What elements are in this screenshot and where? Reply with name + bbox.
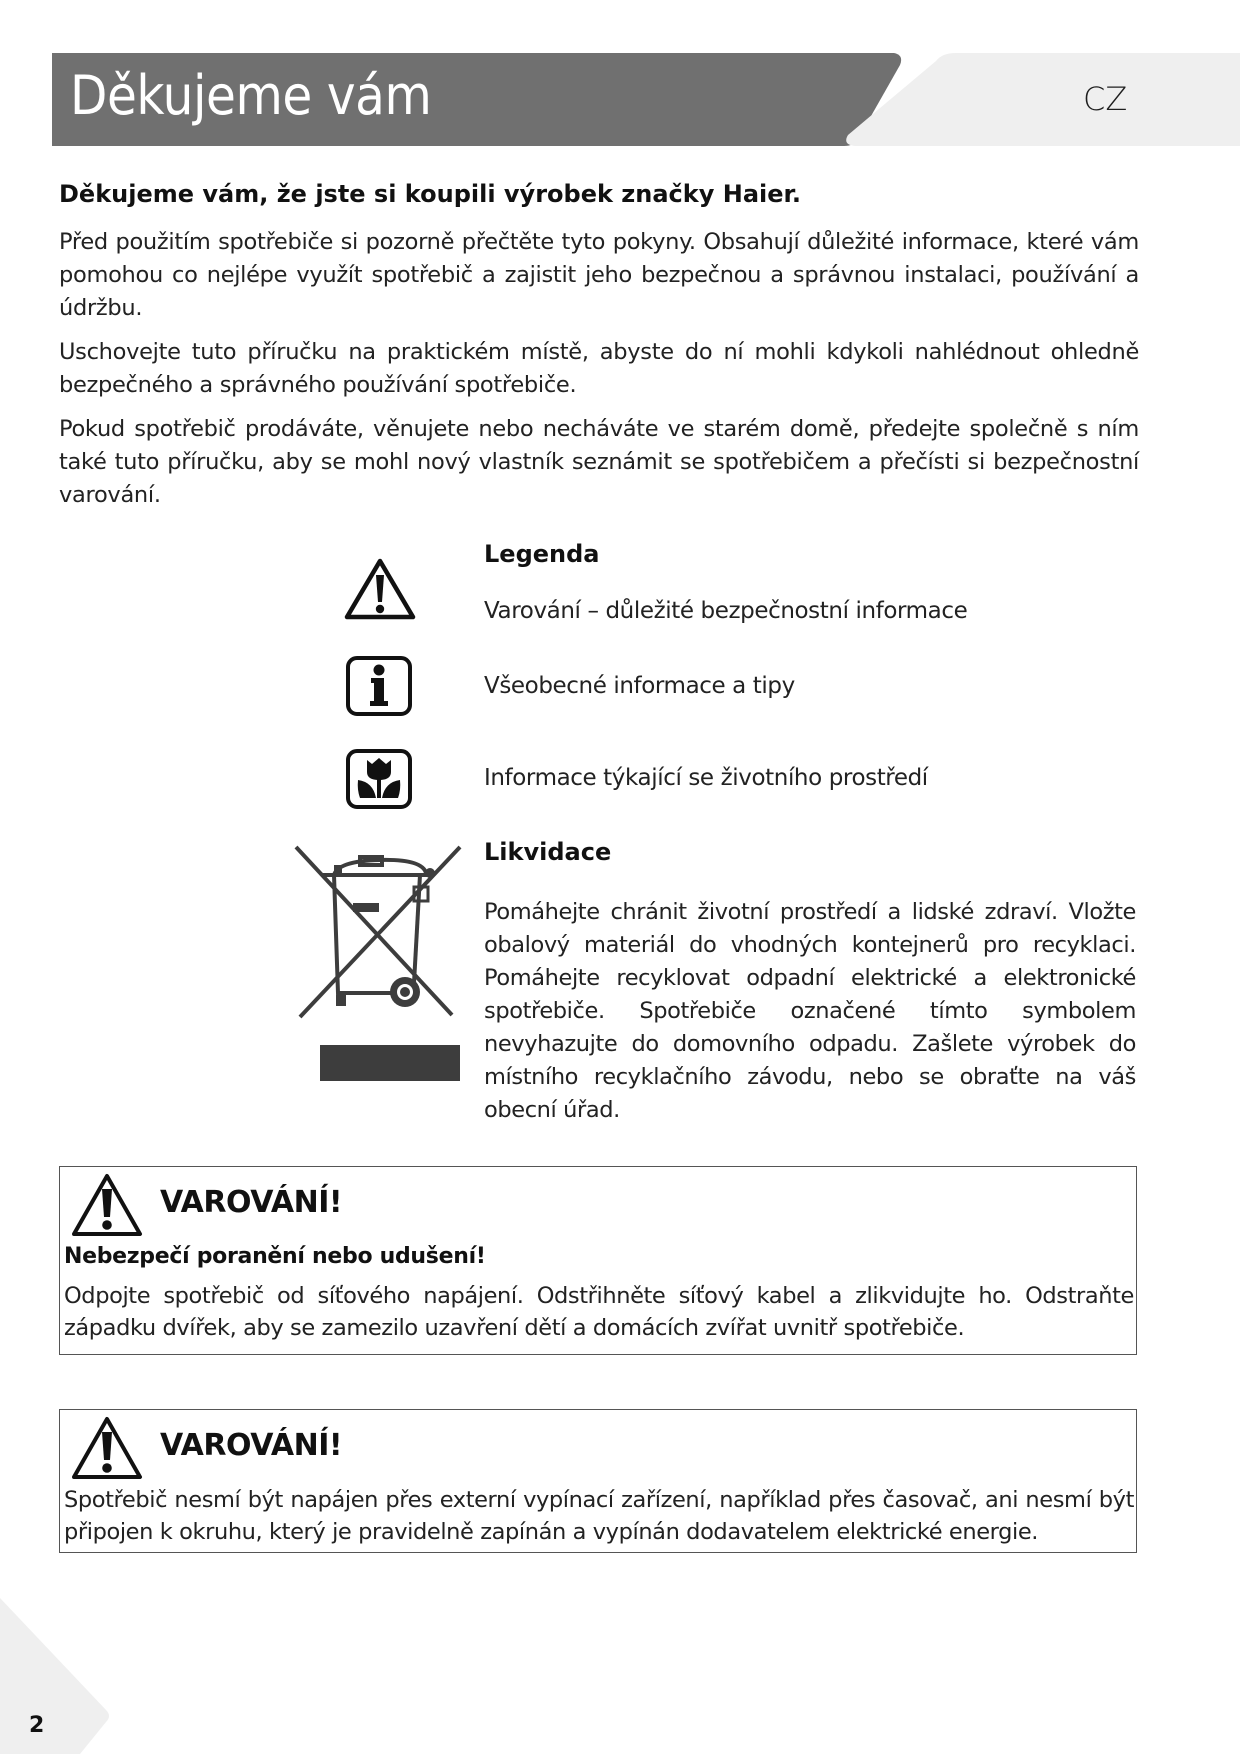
warning-box bbox=[59, 1166, 1137, 1355]
disposal-title: Likvidace bbox=[484, 838, 612, 866]
warning-triangle-icon bbox=[343, 556, 417, 627]
intro-paragraph: Uschovejte tuto příručku na praktickém místě, abyste do ní mohli kdykoli nahlédnout ohledně bezpečného a správného používání spotřebiče. bbox=[59, 339, 1139, 398]
legend-title: Legenda bbox=[484, 540, 600, 568]
intro-heading: Děkujeme vám, že jste si koupili výrobek značky Haier. bbox=[59, 180, 802, 208]
warning-subtitle: Nebezpečí poranění nebo udušení! bbox=[64, 1244, 486, 1269]
warning-title: VAROVÁNÍ! bbox=[160, 1185, 343, 1220]
environment-tulip-icon bbox=[345, 748, 413, 815]
warning-body: Odpojte spotřebič od síťového napájení. Odstřihněte síťový kabel a zlikvidujte ho. Odstraňte západku dvířek, aby se zamezilo uzavření dětí a domácích zvířat uvnitř spotřebiče. bbox=[64, 1283, 1134, 1341]
page-number: 2 bbox=[29, 1713, 45, 1738]
warning-title: VAROVÁNÍ! bbox=[160, 1428, 343, 1463]
warning-body: Spotřebič nesmí být napájen přes externí vypínací zařízení, například přes časovač, ani nesmí být připojen k okruhu, který je pravidelně zapínán a vypínán dodavatelem elektrické energie. bbox=[64, 1487, 1134, 1545]
crossed-out-wheelie-bin-icon bbox=[290, 835, 470, 1090]
legend-item-text: Informace týkající se životního prostředí bbox=[484, 765, 928, 791]
page-corner-tab bbox=[0, 1598, 112, 1754]
header-language-band bbox=[838, 53, 1240, 146]
language-code: CZ bbox=[1083, 80, 1128, 118]
info-icon bbox=[345, 655, 413, 722]
warning-box bbox=[59, 1409, 1137, 1553]
legend-item-text: Všeobecné informace a tipy bbox=[484, 673, 795, 699]
page-title: Děkujeme vám bbox=[70, 64, 432, 127]
legend-item-text: Varování – důležité bezpečnostní informace bbox=[484, 598, 968, 624]
disposal-text: Pomáhejte chránit životní prostředí a lidské zdraví. Vložte obalový materiál do vhodných kontejnerů pro recyklaci. Pomáhejte recyklovat odpadní elektrické a elektronické spotřebiče. Spotřebiče označené tímto symbolem nevyhazujte do domovního odpadu. Zašlete výrobek do místního recyklačního závodu, nebo se obraťte na váš obecní úřad. bbox=[484, 899, 1136, 1123]
intro-paragraph: Před použitím spotřebiče si pozorně přečtěte tyto pokyny. Obsahují důležité informace, které vám pomohou co nejlépe využít spotřebič a zajistit jeho bezpečnou a správnou instalaci, používání a údržbu. bbox=[59, 229, 1139, 321]
warning-triangle-icon bbox=[70, 1414, 144, 1482]
intro-paragraph: Pokud spotřebič prodáváte, věnujete nebo necháváte ve starém domě, předejte společně s ním také tuto příručku, aby se mohl nový vlastník seznámit se spotřebičem a přečísti si bezpečnostní varování. bbox=[59, 416, 1139, 508]
warning-triangle-icon bbox=[70, 1171, 144, 1239]
